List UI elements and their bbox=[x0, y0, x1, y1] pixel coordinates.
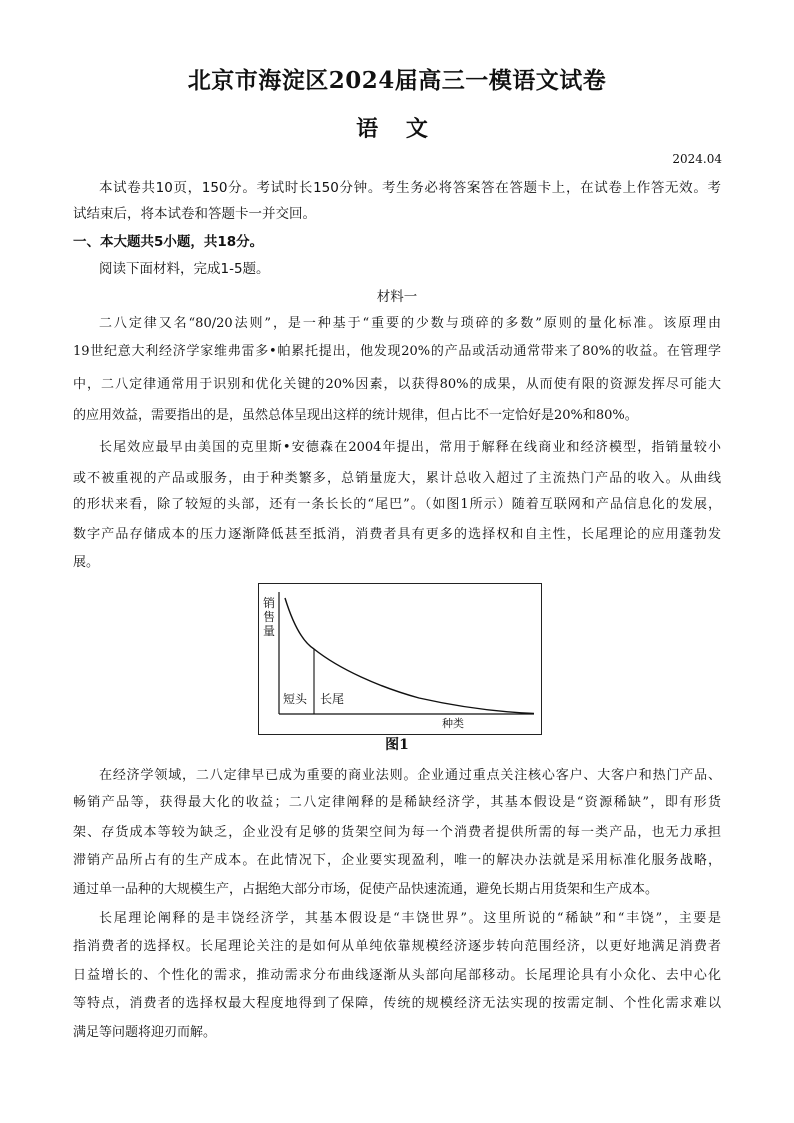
paragraph-4-line: 满足等问题将迎刃而解。 bbox=[73, 1025, 217, 1040]
paragraph-2-line: 的形状来看，除了较短的头部，还有一条长长的“尾巴”。（如图1所示）随着互联网和产品信息化的发展， bbox=[73, 497, 721, 512]
x-axis-label: 种类 bbox=[442, 717, 464, 730]
paragraph-3-line: 畅销产品等，获得最大化的收益；二八定律阐释的是稀缺经济学，其基本假设是“资源稀缺”，即有形货 bbox=[73, 795, 721, 810]
paragraph-2-line: 展。 bbox=[73, 555, 100, 570]
paragraph-4-line: 指消费者的选择权。长尾理论关注的是如何从单纯依靠规模经济逐步转向范围经济，以更好地满足消费者 bbox=[73, 939, 721, 954]
paragraph-3-line: 通过单一品种的大规模生产，占据绝大部分市场，促使产品快速流通，避免长期占用货架和生产成本。 bbox=[73, 882, 659, 897]
paragraph-4-line: 日益增长的、个性化的需求，推动需求分布曲线逐渐从头部向尾部移动。长尾理论具有小众化、去中心化 bbox=[73, 968, 721, 983]
paragraph-1-line: 19世纪意大利经济学家维弗雷多•帕累托提出，他发现20%的产品或活动通常带来了80%的收益。在管理学 bbox=[73, 344, 721, 359]
exam-date: 2024.04 bbox=[672, 152, 722, 166]
paragraph-2-line: 数字产品存储成本的压力逐渐降低甚至抵消，消费者具有更多的选择权和自主性，长尾理论的应用蓬勃发 bbox=[73, 527, 721, 542]
subject-title: 语 文 bbox=[356, 116, 438, 142]
paragraph-3-line: 架、存货成本等较为缺乏，企业没有足够的货架空间为每一个消费者提供所需的每一类产品，也无力承担 bbox=[73, 825, 721, 840]
instructions-line-2: 试结束后，将本试卷和答题卡一并交回。 bbox=[73, 206, 316, 222]
y-axis-label: 销售量 bbox=[262, 596, 275, 638]
instructions-line-1: 本试卷共10页，150分。考试时长150分钟。考生务必将答案答在答题卡上，在试卷上作答无效。考 bbox=[99, 180, 721, 196]
paragraph-1-line: 中，二八定律通常用于识别和优化关键的20%因素，以获得80%的成果，从而使有限的资源发挥尽可能大 bbox=[73, 377, 721, 392]
paragraph-3-line: 滞销产品所占有的生产成本。在此情况下，企业要实现盈利，唯一的解决办法就是采用标准化服务战略， bbox=[73, 853, 721, 868]
page-title: 北京市海淀区2024届高三一模语文试卷 bbox=[187, 67, 607, 94]
head-label: 短头 bbox=[283, 692, 308, 706]
paragraph-1-line: 二八定律又名“80/20法则”，是一种基于“重要的少数与琐碎的多数”原则的量化标准。该原理由 bbox=[99, 316, 721, 331]
figure-caption: 图1 bbox=[385, 737, 409, 753]
section-heading: 一、本大题共5小题，共18分。 bbox=[73, 234, 264, 250]
long-tail-figure bbox=[258, 583, 542, 735]
paragraph-2-line: 或不被重视的产品或服务，由于种类繁多，总销量庞大，累计总收入超过了主流热门产品的收入。从曲线 bbox=[73, 471, 721, 486]
paragraph-3-line: 在经济学领域，二八定律早已成为重要的商业法则。企业通过重点关注核心客户、大客户和热门产品、 bbox=[99, 768, 721, 783]
paragraph-4-line: 长尾理论阐释的是丰饶经济学，其基本假设是“丰饶世界”。这里所说的“稀缺”和“丰饶”，主要是 bbox=[99, 911, 721, 926]
paragraph-4-line: 等特点，消费者的选择权最大程度地得到了保障，传统的规模经济无法实现的按需定制、个性化需求难以 bbox=[73, 996, 721, 1011]
paragraph-2-line: 长尾效应最早由美国的克里斯•安德森在2004年提出，常用于解释在线商业和经济模型，指销量较小 bbox=[99, 440, 721, 455]
section-prompt: 阅读下面材料，完成1-5题。 bbox=[99, 261, 270, 277]
paragraph-1-line: 的应用效益，需要指出的是，虽然总体呈现出这样的统计规律，但占比不一定恰好是20%和80%。 bbox=[73, 408, 638, 423]
long-tail-chart bbox=[259, 584, 541, 734]
tail-label: 长尾 bbox=[320, 692, 345, 706]
material-title: 材料一 bbox=[376, 289, 418, 305]
